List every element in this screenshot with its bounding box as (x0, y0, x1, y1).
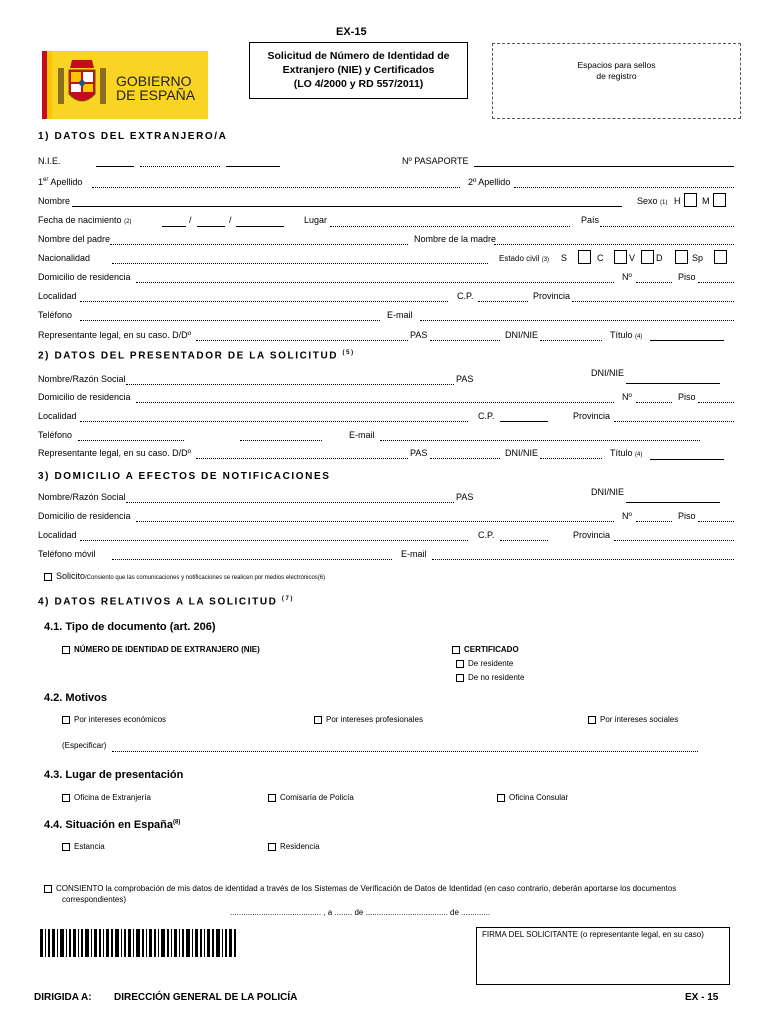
email-label: E-mail (387, 310, 413, 320)
apellido2-label: 2º Apellido (468, 177, 511, 187)
residencia-option[interactable] (268, 842, 320, 851)
s2-nombre-field[interactable] (126, 384, 454, 385)
date-place-line[interactable]: ......................................... , a ........ de ..................................... de ............. (230, 908, 491, 917)
economicos-option[interactable] (62, 715, 166, 724)
titulo-note: (4) (635, 334, 643, 340)
s2-titulo-text: Título (610, 448, 633, 458)
s3-telefono-field[interactable] (112, 559, 392, 560)
consiento-line2: correspondientes) (62, 895, 127, 904)
footer-code: EX - 15 (685, 992, 719, 1003)
form-title-line3: (LO 4/2000 y RD 557/2011) (293, 78, 424, 90)
pasaporte-field[interactable] (474, 166, 734, 167)
consular-checkbox[interactable] (497, 794, 505, 802)
sexo-h-checkbox[interactable] (684, 193, 697, 207)
s44-note: (8) (173, 819, 181, 826)
padre-label: Nombre del padre (38, 234, 111, 244)
consiento-checkbox[interactable] (44, 885, 52, 893)
section-3-title: 3) DOMICILIO A EFECTOS DE NOTIFICACIONES (38, 471, 331, 482)
stamp-line2: de registro (596, 71, 637, 81)
s2-dni-label: DNI/NIE (591, 368, 625, 378)
representante-label: Representante legal, en su caso. D/Dº (38, 330, 191, 340)
s3-solicito-text: Solicito (56, 571, 86, 581)
titulo-field[interactable] (650, 340, 724, 341)
num-field[interactable] (636, 282, 672, 283)
s2-telefono-field-2[interactable] (240, 440, 322, 441)
ec-d-label: D (656, 253, 663, 263)
section-2-text: 2) DATOS DEL PRESENTADOR DE LA SOLICITUD (38, 350, 339, 362)
s2-domicilio-label: Domicilio de residencia (38, 392, 131, 402)
s2-num-label: Nº (622, 392, 632, 402)
residencia-text: Residencia (280, 842, 320, 851)
dni-label: DNI/NIE (505, 330, 539, 340)
pas-label: PAS (410, 330, 428, 340)
residente-checkbox[interactable] (456, 660, 464, 668)
telefono-label: Teléfono (38, 310, 73, 320)
ec-sp-checkbox[interactable] (714, 250, 727, 264)
sociales-checkbox[interactable] (588, 716, 596, 724)
s2-dni-field[interactable] (626, 383, 720, 384)
s2-pas-field[interactable] (430, 458, 500, 459)
especificar-field[interactable] (112, 751, 698, 752)
apellido1-field[interactable] (92, 187, 460, 188)
s2-titulo-field[interactable] (650, 459, 724, 460)
fecha-slash-2: / (229, 215, 232, 225)
nie-field-2[interactable] (140, 166, 220, 167)
sociales-option[interactable] (588, 715, 678, 724)
madre-field[interactable] (494, 244, 734, 245)
ec-c-label: C (597, 253, 604, 263)
s2-telefono-label: Teléfono (38, 430, 73, 440)
sexo-label (637, 196, 667, 206)
section-2-note: (5) (342, 350, 355, 356)
titulo-label (610, 330, 642, 340)
cp-label: C.P. (457, 291, 474, 301)
signature-box[interactable] (476, 927, 730, 985)
s2-pas-label: PAS (456, 374, 474, 384)
s2-nombre-label: Nombre/Razón Social (38, 374, 126, 384)
nie-doc-text: NÚMERO DE IDENTIDAD DE EXTRANJERO (NIE) (74, 645, 260, 654)
pasaporte-label: Nº PASAPORTE (402, 156, 469, 166)
s2-provincia-field[interactable] (614, 421, 734, 422)
domicilio-field[interactable] (136, 282, 614, 283)
padre-field[interactable] (110, 244, 408, 245)
nombre-field[interactable] (72, 206, 622, 207)
fecha-note: (2) (124, 219, 132, 225)
s44-text: 4.4. Situación en España (44, 819, 173, 831)
extranjeria-checkbox[interactable] (62, 794, 70, 802)
s2-num-field[interactable] (636, 402, 672, 403)
s3-consent-text: /Consiento que las comunicaciones y notificaciones se realicen por medios electrónicos (85, 575, 318, 581)
s2-email-label: E-mail (349, 430, 375, 440)
s2-titulo-note: (4) (635, 452, 643, 458)
s2-localidad-label: Localidad (38, 411, 77, 421)
ec-s-label: S (561, 253, 568, 263)
form-title-line1: Solicitud de Número de Identidad de (267, 50, 450, 62)
s2-representante-field[interactable] (196, 458, 408, 459)
estado-civil-label (499, 254, 549, 263)
sexo-m-checkbox[interactable] (713, 193, 726, 207)
no-residente-option[interactable] (456, 673, 524, 682)
s3-localidad-field[interactable] (80, 540, 468, 541)
fecha-slash-1: / (189, 215, 192, 225)
apellido1-num: 1 (38, 177, 44, 187)
residente-text: De residente (468, 659, 514, 668)
signature-label: FIRMA DEL SOLICITANTE (o representante legal, en su caso) (482, 930, 704, 939)
coat-of-arms-icon (56, 54, 108, 116)
s3-consent-note: (6) (317, 575, 326, 581)
sociales-text: Por intereses sociales (600, 715, 679, 724)
estado-civil-note: (3) (541, 257, 550, 263)
s3-num-label: Nº (622, 511, 632, 521)
apellido1-text: Apellido (48, 177, 83, 187)
piso-label: Piso (678, 272, 696, 282)
nie-field-1[interactable] (96, 166, 134, 167)
s2-cp-label: C.P. (478, 411, 495, 421)
s3-consent-checkbox[interactable] (44, 573, 52, 581)
section-4-title (38, 596, 294, 607)
profesionales-checkbox[interactable] (314, 716, 322, 724)
no-residente-checkbox[interactable] (456, 674, 464, 682)
s3-cp-field[interactable] (500, 540, 548, 541)
num-label: Nº (622, 272, 632, 282)
barcode-icon (40, 929, 236, 957)
consular-text: Oficina Consular (509, 793, 569, 802)
comisaria-checkbox[interactable] (268, 794, 276, 802)
fecha-year-field[interactable] (236, 226, 284, 227)
s3-dni-label: DNI/NIE (591, 487, 625, 497)
s3-domicilio-label: Domicilio de residencia (38, 511, 131, 521)
s2-titulo-label (610, 448, 642, 458)
email-field[interactable] (420, 320, 734, 321)
s42-title: 4.2. Motivos (44, 692, 107, 704)
s2-provincia-label: Provincia (573, 411, 611, 421)
especificar-label: (Especificar) (62, 741, 107, 750)
form-code: EX-15 (336, 26, 367, 38)
residencia-checkbox[interactable] (268, 843, 276, 851)
extranjeria-option[interactable] (62, 793, 151, 802)
s2-email-field[interactable] (380, 440, 700, 441)
s2-domicilio-field[interactable] (136, 402, 614, 403)
extranjeria-text: Oficina de Extranjería (74, 793, 151, 802)
logo (42, 51, 208, 119)
dni-field[interactable] (540, 340, 602, 341)
comisaria-option[interactable] (268, 793, 354, 802)
no-residente-text: De no residente (468, 673, 525, 682)
fecha-text: Fecha de nacimiento (38, 215, 122, 225)
madre-label: Nombre de la madre (414, 234, 497, 244)
s2-representante-label: Representante legal, en su caso. D/Dº (38, 448, 191, 458)
apellido1-sup: er (43, 177, 49, 183)
s2-piso-label: Piso (678, 392, 696, 402)
apellido2-field[interactable] (514, 187, 734, 188)
s3-provincia-label: Provincia (573, 530, 611, 540)
s3-email-label: E-mail (401, 549, 427, 559)
stamp-line1: Espacios para sellos (577, 60, 656, 70)
pas-field[interactable] (430, 340, 500, 341)
telefono-field[interactable] (80, 320, 380, 321)
nie-doc-checkbox[interactable] (62, 646, 70, 654)
ec-d-checkbox[interactable] (675, 250, 688, 264)
direccion-label: DIRECCIÓN GENERAL DE LA POLICÍA (114, 992, 298, 1003)
domicilio-label: Domicilio de residencia (38, 272, 131, 282)
s3-cp-label: C.P. (478, 530, 495, 540)
form-title-line2: Extranjero (NIE) y Certificados (282, 64, 435, 76)
stamp-box (492, 43, 741, 119)
ec-v-checkbox[interactable] (641, 250, 654, 264)
dirigida-label: DIRIGIDA A: (34, 992, 92, 1003)
s3-localidad-label: Localidad (38, 530, 77, 540)
section-2-title (38, 350, 355, 361)
s3-nombre-label: Nombre/Razón Social (38, 492, 126, 502)
estado-civil-text: Estado civil (499, 254, 540, 263)
comisaria-text: Comisaría de Policía (280, 793, 354, 802)
fecha-day-field[interactable] (162, 226, 186, 227)
localidad-label: Localidad (38, 291, 77, 301)
s3-nombre-field[interactable] (126, 502, 454, 503)
s3-domicilio-field[interactable] (136, 521, 614, 522)
s43-title: 4.3. Lugar de presentación (44, 769, 184, 781)
s2-pas-label-2: PAS (410, 448, 428, 458)
nie-field-3[interactable] (226, 166, 280, 167)
profesionales-option[interactable] (314, 715, 423, 724)
lugar-field[interactable] (330, 226, 570, 227)
estancia-checkbox[interactable] (62, 843, 70, 851)
s3-num-field[interactable] (636, 521, 672, 522)
sexo-m-label: M (702, 196, 710, 206)
logo-text-line1: GOBIERNO (116, 73, 192, 89)
pais-label: País (581, 215, 600, 225)
sexo-text: Sexo (637, 196, 658, 206)
s44-title (44, 819, 180, 831)
logo-text-line2: DE ESPAÑA (116, 87, 196, 103)
consular-option[interactable] (497, 793, 568, 802)
s3-consent-row[interactable] (44, 571, 325, 581)
certificado-text: CERTIFICADO (464, 645, 519, 654)
titulo-text: Título (610, 330, 633, 340)
s3-email-field[interactable] (432, 559, 734, 560)
s3-telefono-label: Teléfono móvil (38, 549, 96, 559)
section-4-note: (7) (281, 596, 295, 602)
consiento-text: CONSIENTO la comprobación de mis datos de identidad a través de los Sistemas de Verificación de Datos de Identidad (en caso contrario, deberán aportarse los documentos (56, 884, 677, 893)
s41-title: 4.1. Tipo de documento (art. 206) (44, 621, 216, 633)
nacionalidad-label: Nacionalidad (38, 253, 91, 263)
nie-doc-option[interactable] (62, 645, 260, 654)
localidad-field[interactable] (80, 301, 448, 302)
s2-telefono-field[interactable] (78, 440, 184, 441)
certificado-checkbox[interactable] (452, 646, 460, 654)
representante-field[interactable] (196, 340, 408, 341)
cp-field[interactable] (478, 301, 528, 302)
section-4-text: 4) DATOS RELATIVOS A LA SOLICITUD (38, 596, 278, 608)
residente-option[interactable] (456, 659, 513, 668)
economicos-checkbox[interactable] (62, 716, 70, 724)
nombre-label: Nombre (38, 196, 71, 206)
s2-cp-field[interactable] (500, 421, 548, 422)
consiento-paragraph[interactable] (44, 883, 734, 895)
fecha-month-field[interactable] (197, 226, 225, 227)
economicos-text: Por intereses económicos (74, 715, 167, 724)
form-title-box (249, 42, 468, 99)
s2-dni-field-2[interactable] (540, 458, 602, 459)
provincia-label: Provincia (533, 291, 571, 301)
s2-dni-label-2: DNI/NIE (505, 448, 539, 458)
section-1-title: 1) DATOS DEL EXTRANJERO/A (38, 131, 228, 142)
ec-sp-label: Sp (692, 253, 704, 263)
estancia-text: Estancia (74, 842, 105, 851)
ec-s-checkbox[interactable] (578, 250, 591, 264)
s2-localidad-field[interactable] (80, 421, 468, 422)
estancia-option[interactable] (62, 842, 105, 851)
pais-field[interactable] (600, 226, 734, 227)
profesionales-text: Por intereses profesionales (326, 715, 423, 724)
s3-pas-label: PAS (456, 492, 474, 502)
s3-piso-label: Piso (678, 511, 696, 521)
s3-provincia-field[interactable] (614, 540, 734, 541)
sexo-h-label: H (674, 196, 681, 206)
sexo-note: (1) (660, 200, 668, 206)
flag-stripes-icon (42, 51, 52, 119)
nacionalidad-field[interactable] (112, 263, 488, 264)
s3-piso-field[interactable] (698, 521, 734, 522)
s3-dni-field[interactable] (626, 502, 720, 503)
provincia-field[interactable] (572, 301, 734, 302)
apellido1-label (38, 177, 82, 187)
certificado-option[interactable] (452, 645, 519, 654)
fecha-label (38, 215, 131, 225)
piso-field[interactable] (698, 282, 734, 283)
ec-c-checkbox[interactable] (614, 250, 627, 264)
lugar-label: Lugar (304, 215, 328, 225)
ec-v-label: V (629, 253, 636, 263)
nie-label: N.I.E. (38, 156, 61, 166)
s2-piso-field[interactable] (698, 402, 734, 403)
